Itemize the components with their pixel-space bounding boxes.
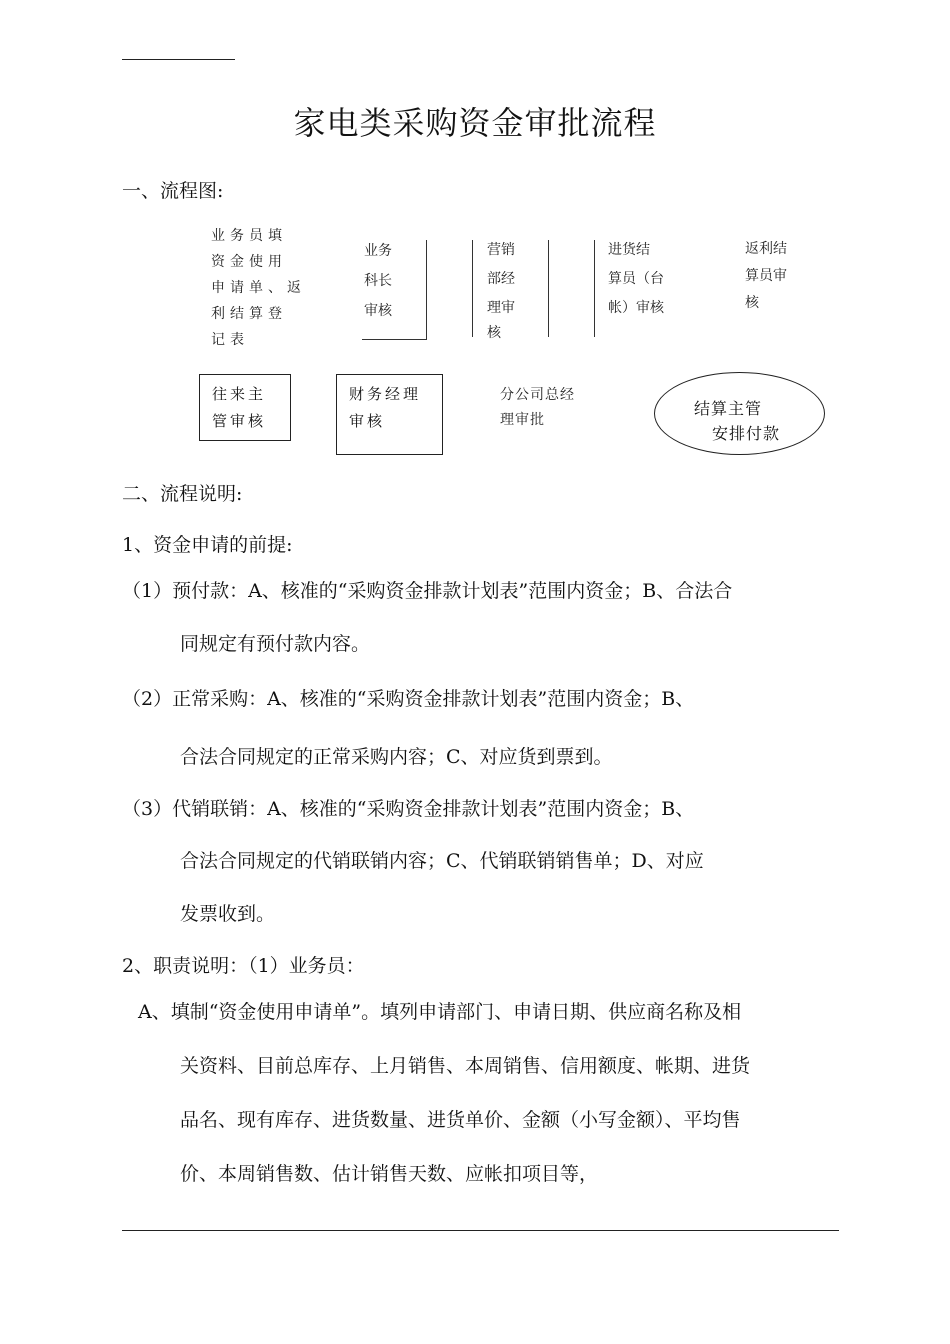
flow-step-branch-gm: 分公司总经 理审批 — [500, 387, 575, 428]
page-title: 家电类采购资金审批流程 — [293, 104, 657, 142]
section-description-heading: 二、流程说明: — [122, 483, 243, 505]
flow-step-marketing-manager: 营销 部经 理审 核 — [487, 242, 515, 341]
flow-underline — [362, 339, 427, 340]
flow-step-purchase-settlement: 进货结 算员（台 帐）审核 — [608, 242, 664, 316]
flow-divider — [594, 240, 595, 337]
flow-oval-label: 结算主管 安排付款 — [694, 399, 781, 443]
paragraph-2-a1: A、填制“资金使用申请单”。填列申请部门、申请日期、供应商名称及相 — [138, 1001, 742, 1023]
flow-step-rebate-settlement: 返利结 算员审 核 — [745, 241, 787, 311]
paragraph-2: 2、职责说明：（1）业务员： — [122, 955, 365, 977]
footer-rule — [122, 1230, 839, 1231]
paragraph-1-1a: （1）预付款：A、核准的“采购资金排款计划表”范围内资金；B、合法合 — [122, 580, 733, 602]
paragraph-1-3a: （3）代销联销：A、核准的“采购资金排款计划表”范围内资金；B、 — [122, 798, 695, 820]
flow-box-accounts-supervisor: 往来主 管审核 — [199, 374, 291, 441]
header-rule — [122, 59, 235, 60]
flow-divider — [426, 240, 427, 339]
flow-box-finance-manager: 财务经理 审核 — [336, 374, 443, 455]
flow-step-section-chief: 业务 科长 审核 — [364, 243, 392, 319]
flow-divider — [472, 240, 473, 337]
flow-step-salesperson: 业务员填 资金使用 申请单、返 利结算登 记表 — [211, 228, 306, 348]
paragraph-1-2b: 合法合同规定的正常采购内容；C、对应货到票到。 — [180, 746, 613, 768]
paragraph-1: 1、资金申请的前提: — [122, 534, 293, 556]
paragraph-1-3b: 合法合同规定的代销联销内容；C、代销联销销售单；D、对应 — [180, 850, 704, 872]
section-flowchart-heading: 一、流程图: — [122, 180, 224, 202]
flow-divider — [548, 240, 549, 337]
paragraph-1-2a: （2）正常采购：A、核准的“采购资金排款计划表”范围内资金；B、 — [122, 688, 695, 710]
paragraph-2-a3: 品名、现有库存、进货数量、进货单价、金额（小写金额）、平均售 — [180, 1109, 741, 1131]
paragraph-2-a2: 关资料、目前总库存、上月销售、本周销售、信用额度、帐期、进货 — [180, 1055, 751, 1077]
paragraph-1-1b: 同规定有预付款内容。 — [180, 633, 371, 655]
paragraph-1-3c: 发票收到。 — [180, 903, 276, 925]
paragraph-2-a4: 价、本周销售数、估计销售天数、应帐扣项目等， — [180, 1163, 599, 1185]
